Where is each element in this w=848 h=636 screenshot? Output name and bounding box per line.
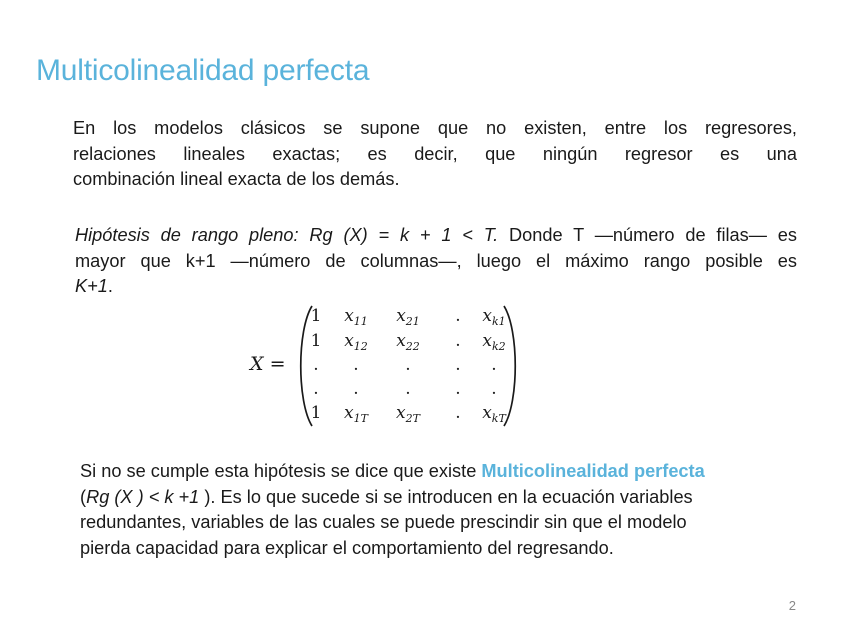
- matrix-subscript: 21: [405, 315, 420, 328]
- intro-line-2: relaciones lineales exactas; es decir, que ningún regresor es una: [73, 143, 797, 164]
- matrix-subscript: 12: [353, 340, 368, 353]
- matrix-cell: [333, 331, 379, 351]
- matrix-entry: .: [313, 355, 319, 375]
- matrix-cell: [333, 306, 379, 326]
- matrix-cell: [471, 306, 517, 326]
- matrix-cell: [471, 403, 517, 423]
- matrix-grid: [307, 304, 517, 428]
- hypothesis-line-1: [75, 223, 797, 249]
- matrix-entry: .: [491, 379, 497, 399]
- matrix-lhs-var: X: [250, 353, 264, 375]
- matrix-entry: .: [455, 403, 461, 423]
- matrix-cell: [333, 355, 379, 375]
- conclusion-line-1: [80, 459, 798, 485]
- highlight-term: Multicolinealidad perfecta: [481, 461, 705, 481]
- matrix-cell: [333, 379, 379, 399]
- matrix-entry: x: [396, 331, 406, 351]
- matrix-cell: [385, 403, 431, 423]
- hypothesis-line-2: mayor que k+1 —número de columnas—, luego el máximo rango posible es: [75, 250, 797, 271]
- open-paren: (: [80, 486, 87, 507]
- matrix-cell: [385, 379, 431, 399]
- matrix-entry: .: [405, 355, 411, 375]
- matrix-cell: [471, 379, 517, 399]
- matrix-entry: x: [482, 403, 492, 423]
- matrix-subscript: 1T: [353, 412, 368, 425]
- matrix-entry: x: [344, 306, 354, 326]
- matrix-entry: x: [344, 331, 354, 351]
- hypothesis-statement: Hipótesis de rango pleno: Rg (X) = k + 1 < T.: [75, 225, 499, 245]
- matrix-entry: .: [455, 355, 461, 375]
- matrix-subscript: 11: [353, 315, 368, 328]
- intro-line-3: combinación lineal exacta de los demás.: [73, 169, 400, 189]
- matrix-entry: .: [455, 331, 461, 351]
- matrix-entry: .: [353, 355, 359, 375]
- matrix-entry: 1: [310, 403, 322, 423]
- matrix-cell: [471, 331, 517, 351]
- matrix-subscript: k2: [491, 340, 506, 353]
- matrix-lhs-equals: =: [263, 353, 286, 375]
- matrix-entry: x: [344, 403, 354, 423]
- matrix-entry: x: [482, 306, 492, 326]
- matrix-entry: .: [455, 306, 461, 326]
- matrix-entry: x: [396, 306, 406, 326]
- conclusion-line-1-text: Si no se cumple esta hipótesis se dice que existe: [80, 461, 482, 481]
- hypothesis-paragraph: [75, 223, 797, 300]
- matrix-entry: 1: [310, 306, 322, 326]
- hypothesis-line-1-rest: Donde T —número de filas— es: [498, 225, 797, 245]
- matrix-entry: .: [491, 355, 497, 375]
- matrix-x: [250, 304, 520, 428]
- matrix-entry: .: [353, 379, 359, 399]
- matrix-entry: x: [482, 331, 492, 351]
- page-number: 2: [788, 598, 796, 613]
- conclusion-line-2-rest: ). Es lo que sucede si se introducen en la ecuación variables: [199, 486, 693, 507]
- matrix-cell: [385, 306, 431, 326]
- matrix-entry: x: [396, 403, 406, 423]
- conclusion-paragraph: [80, 459, 798, 561]
- slide-title: Multicolinealidad perfecta: [36, 54, 370, 87]
- hypothesis-line-3: [75, 274, 797, 300]
- matrix-entry: 1: [310, 331, 322, 351]
- conclusion-line-3: redundantes, variables de las cuales se puede prescindir sin que el modelo: [80, 512, 687, 532]
- matrix-subscript: kT: [491, 412, 506, 425]
- matrix-cell: [471, 355, 517, 375]
- matrix-subscript: 22: [405, 340, 420, 353]
- matrix-entry: .: [313, 379, 319, 399]
- matrix-subscript: 2T: [405, 412, 420, 425]
- matrix-cell: [385, 355, 431, 375]
- conclusion-line-4: pierda capacidad para explicar el comportamiento del regresando.: [80, 537, 614, 558]
- max-rank-value: K+1: [75, 276, 108, 296]
- matrix-entry: .: [405, 379, 411, 399]
- conclusion-line-2: [80, 485, 798, 511]
- hypothesis-period: .: [107, 276, 113, 296]
- intro-line-1: En los modelos clásicos se supone que no existen, entre los regresores,: [73, 118, 797, 138]
- rank-condition: Rg (X ) < k +1: [86, 486, 200, 507]
- matrix-cell: [333, 403, 379, 423]
- intro-paragraph: [73, 116, 797, 193]
- matrix-cell: [385, 331, 431, 351]
- matrix-subscript: k1: [491, 315, 506, 328]
- matrix-entry: .: [455, 379, 461, 399]
